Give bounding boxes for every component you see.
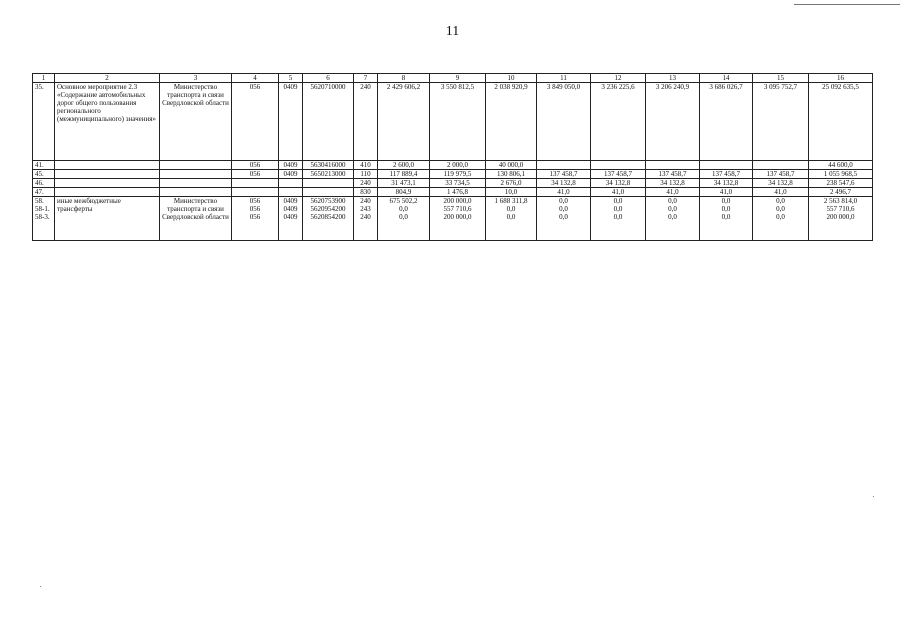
cell-line: 675 502,2 <box>389 197 418 205</box>
cell-line: 056 <box>249 205 261 213</box>
cell-line: 5620954200 <box>310 205 346 213</box>
table-cell: 41,0 <box>537 188 591 197</box>
table-row <box>33 188 873 197</box>
table-cell: 137 458,7 <box>591 170 646 179</box>
table-cell: 34 132,8 <box>700 179 753 188</box>
cell-line: 0,0 <box>776 197 785 205</box>
table-cell: 10,0 <box>486 188 537 197</box>
row-number-list <box>33 197 55 241</box>
table-cell: 130 806,1 <box>486 170 537 179</box>
table-cell: 110 <box>354 170 378 179</box>
cell-line: 2 563 814,0 <box>823 197 858 205</box>
cell-line: 557 710,6 <box>443 205 472 213</box>
table-cell <box>303 197 354 241</box>
cell-line: 0409 <box>283 213 298 221</box>
cell-line: 240 <box>360 213 371 221</box>
row-number: 35. <box>33 83 55 161</box>
table-cell: 3 095 752,7 <box>753 83 809 161</box>
table-cell <box>378 197 430 241</box>
table-row <box>33 170 873 179</box>
row-description: Основное мероприятие 2.3 «Содержание автомобильных дорог общего пользования регионального (межмуниципального) значения» <box>55 83 160 161</box>
column-header: 16 <box>809 74 873 83</box>
column-header: 2 <box>55 74 160 83</box>
cell-line: 200 000,0 <box>443 197 472 205</box>
table-cell: 41,0 <box>591 188 646 197</box>
cell-line: 0,0 <box>721 213 731 221</box>
cell-line: 557 710,6 <box>826 205 855 213</box>
scan-speck <box>873 496 874 497</box>
table-cell: 137 458,7 <box>537 170 591 179</box>
table-cell <box>160 170 232 179</box>
table-cell: 41,0 <box>646 188 700 197</box>
table-cell <box>591 197 646 241</box>
table-cell: 2 496,7 <box>809 188 873 197</box>
table-cell: 117 889,4 <box>378 170 430 179</box>
cell-line: 5620854200 <box>310 213 346 221</box>
row-number: 58. <box>35 197 44 205</box>
table-cell: 3 849 050,0 <box>537 83 591 161</box>
budget-table <box>32 73 873 241</box>
cell-line: 0,0 <box>668 197 677 205</box>
table-cell: 137 458,7 <box>700 170 753 179</box>
table-cell <box>55 170 160 179</box>
table-cell: 40 000,0 <box>486 161 537 170</box>
table-cell <box>591 161 646 170</box>
cell-line: 056 <box>249 213 261 221</box>
column-header: 11 <box>537 74 591 83</box>
table-row <box>33 83 873 161</box>
table-cell: 056 <box>232 161 279 170</box>
row-number: 46. <box>33 179 55 188</box>
cell-line: 0,0 <box>399 213 408 221</box>
table-cell <box>55 179 160 188</box>
table-cell: 2 038 920,9 <box>486 83 537 161</box>
table-cell <box>700 197 753 241</box>
row-description: иные межбюджетные трансферты <box>55 197 160 241</box>
column-header: 6 <box>303 74 354 83</box>
table-cell: 056 <box>232 83 279 161</box>
table-cell <box>160 188 232 197</box>
cell-line: 0,0 <box>776 205 785 213</box>
column-header: 8 <box>378 74 430 83</box>
column-header: 14 <box>700 74 753 83</box>
table-cell: 33 734,5 <box>430 179 486 188</box>
table-cell: 3 686 026,7 <box>700 83 753 161</box>
cell-line: 5620753900 <box>310 197 346 205</box>
column-header: 13 <box>646 74 700 83</box>
table-cell: 3 236 225,6 <box>591 83 646 161</box>
table-cell <box>753 161 809 170</box>
table-cell: 830 <box>354 188 378 197</box>
cell-line: 0,0 <box>613 205 623 213</box>
cell-line: 0,0 <box>721 205 731 213</box>
table-cell: 5630416000 <box>303 161 354 170</box>
table-cell <box>537 197 591 241</box>
table-cell: 41,0 <box>700 188 753 197</box>
table-cell: 44 600,0 <box>809 161 873 170</box>
table-cell: 1 476,8 <box>430 188 486 197</box>
table-cell: 34 132,8 <box>591 179 646 188</box>
table-cell <box>809 197 873 241</box>
table-cell: 0409 <box>279 161 303 170</box>
table-row <box>33 179 873 188</box>
cell-line: 200 000,0 <box>826 213 855 221</box>
column-header: 15 <box>753 74 809 83</box>
table-cell <box>354 197 378 241</box>
cell-line: 243 <box>360 205 371 213</box>
table-cell: 34 132,8 <box>537 179 591 188</box>
table-cell: 056 <box>232 170 279 179</box>
table-cell: 2 000,0 <box>430 161 486 170</box>
table-cell: 31 473,1 <box>378 179 430 188</box>
table-row <box>33 197 873 241</box>
column-header: 10 <box>486 74 537 83</box>
table-cell <box>55 188 160 197</box>
table-cell <box>279 197 303 241</box>
column-header: 5 <box>279 74 303 83</box>
table-cell: 137 458,7 <box>646 170 700 179</box>
column-header: 12 <box>591 74 646 83</box>
table-cell: 240 <box>354 179 378 188</box>
table-cell <box>55 161 160 170</box>
scan-speck <box>40 586 41 587</box>
table-cell: 34 132,8 <box>646 179 700 188</box>
table-cell: 34 132,8 <box>753 179 809 188</box>
column-header: 4 <box>232 74 279 83</box>
table-cell <box>279 179 303 188</box>
cell-line: 0,0 <box>613 213 623 221</box>
table-cell <box>232 197 279 241</box>
cell-line: 0409 <box>283 205 298 213</box>
table-cell <box>646 161 700 170</box>
table-cell: 119 979,5 <box>430 170 486 179</box>
table-cell: 410 <box>354 161 378 170</box>
table-cell <box>279 188 303 197</box>
cell-line: 1 688 311,8 <box>494 197 528 205</box>
table-cell <box>160 161 232 170</box>
table-cell: 2 429 606,2 <box>378 83 430 161</box>
cell-line: 200 000,0 <box>443 213 472 221</box>
cell-line: 0,0 <box>721 197 731 205</box>
table-cell <box>232 188 279 197</box>
table-cell <box>753 197 809 241</box>
column-header: 7 <box>354 74 378 83</box>
table-cell: 25 092 635,5 <box>809 83 873 161</box>
table-cell <box>303 179 354 188</box>
table-cell: 1 055 968,5 <box>809 170 873 179</box>
table-cell: 0409 <box>279 170 303 179</box>
cell-line: 0,0 <box>399 205 408 213</box>
page-number: 11 <box>445 24 460 39</box>
cell-line: 0,0 <box>668 205 677 213</box>
column-header: 3 <box>160 74 232 83</box>
cell-line: 0,0 <box>668 213 677 221</box>
cell-line: 0,0 <box>776 213 785 221</box>
table-cell: 5620710000 <box>303 83 354 161</box>
table-cell: 2 676,0 <box>486 179 537 188</box>
table-cell <box>232 179 279 188</box>
table-cell <box>486 197 537 241</box>
row-number: 41. <box>33 161 55 170</box>
row-number: 47. <box>33 188 55 197</box>
table-cell: 3 206 240,9 <box>646 83 700 161</box>
header-row <box>33 74 873 83</box>
cell-line: 056 <box>249 197 261 205</box>
table-cell <box>646 197 700 241</box>
row-number: 58-1. <box>35 205 50 213</box>
table-cell: 2 600,0 <box>378 161 430 170</box>
cell-line: 0,0 <box>559 205 568 213</box>
cell-line: 0,0 <box>506 213 516 221</box>
column-header: 1 <box>33 74 55 83</box>
table-cell: 3 550 812,5 <box>430 83 486 161</box>
column-header: 9 <box>430 74 486 83</box>
row-ministry: Министерство транспорта и связи Свердловской области <box>160 83 232 161</box>
cell-line: 0409 <box>283 197 298 205</box>
table-cell: 0409 <box>279 83 303 161</box>
table-cell <box>160 179 232 188</box>
table-cell: 137 458,7 <box>753 170 809 179</box>
table-cell <box>303 188 354 197</box>
top-rule <box>794 4 900 5</box>
table-row <box>33 161 873 170</box>
cell-line: 0,0 <box>613 197 623 205</box>
row-number: 45. <box>33 170 55 179</box>
row-ministry: Министерство транспорта и связи Свердловской области <box>160 197 232 241</box>
table-cell: 5650213000 <box>303 170 354 179</box>
table-cell <box>700 161 753 170</box>
table-cell: 804,9 <box>378 188 430 197</box>
row-number: 58-3. <box>35 213 50 221</box>
cell-line: 0,0 <box>559 213 568 221</box>
cell-line: 0,0 <box>559 197 568 205</box>
table-cell <box>430 197 486 241</box>
table-cell <box>537 161 591 170</box>
table-cell: 41,0 <box>753 188 809 197</box>
cell-line: 240 <box>360 197 371 205</box>
table-cell: 240 <box>354 83 378 161</box>
table-cell: 238 547,6 <box>809 179 873 188</box>
cell-line: 0,0 <box>506 205 516 213</box>
